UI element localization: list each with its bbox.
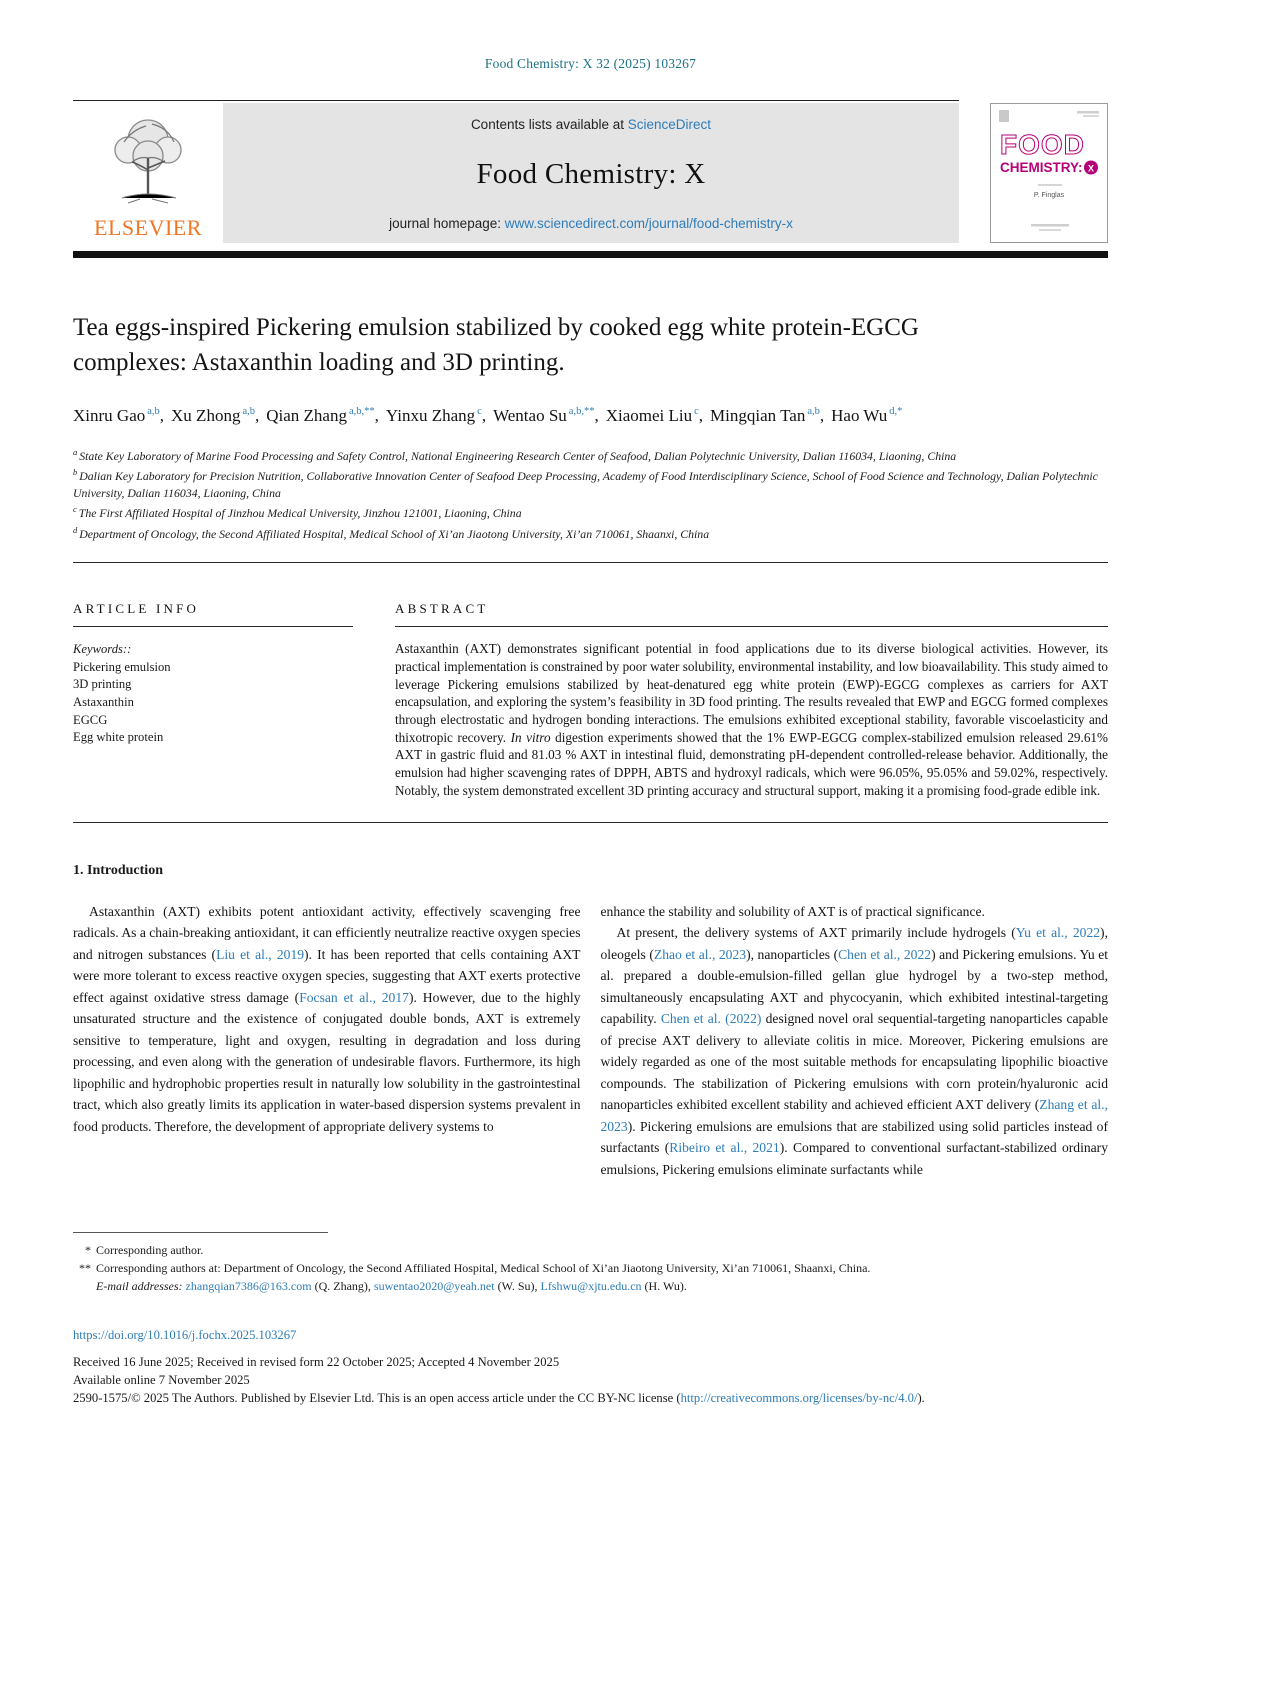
citation-link[interactable]: Zhao et al., 2023 — [653, 946, 747, 962]
citation-link[interactable]: Zhang et al., 2023 — [600, 1097, 1108, 1134]
abstract-italic-phrase: In vitro — [510, 729, 551, 745]
email-link[interactable]: Lfshwu@xjtu.edu.cn — [540, 1279, 642, 1294]
email-addresses-line: E-mail addresses: zhangqian7386@163.com (Q. Zhang), suwentao2020@yeah.net (W. Su), Lfshwu@xjtu.edu.cn (H. Wu). — [96, 1279, 687, 1294]
keywords-block — [73, 641, 353, 747]
email-link[interactable]: suwentao2020@yeah.net — [373, 1279, 495, 1294]
affiliation-item: $^a$ State Key Laboratory of Marine Food Processing and Safety Control, National Engineering Research Center of Seafood, Dalian Polytechnic University, Dalian 116034, Liaoning, China — [73, 447, 957, 463]
citation-link[interactable]: Chen et al. (2022) — [660, 1011, 762, 1027]
elsevier-wordmark: ELSEVIER — [94, 215, 202, 240]
footnote-corresponding-2: ** Corresponding authors at: Department of Oncology, the Second Affiliated Hospital, Medical School of Xi’an Jiaotong University, Xi’an 710061, Shaanxi, China. — [73, 1260, 1108, 1278]
copyright-line: 2590-1575/© 2025 The Authors. Published by Elsevier Ltd. This is an open access article under the CC BY-NC license (http://creativecommons.org/licenses/by-nc/4.0/). — [73, 1390, 925, 1405]
author-superscript[interactable]: c — [694, 406, 699, 418]
cover-title-food: FOOD — [1000, 129, 1085, 160]
contents-line: Contents lists available at ScienceDirect — [470, 117, 712, 132]
journal-cover-thumbnail — [990, 103, 1108, 243]
masthead — [73, 103, 1108, 243]
affiliation-list — [73, 444, 1108, 542]
received-dates: Received 16 June 2025; Received in revised form 22 October 2025; Accepted 4 November 2025 — [73, 1354, 560, 1369]
author: Xu Zhong $^{a,b}$, — [171, 406, 260, 425]
elsevier-logo-block — [73, 103, 223, 243]
body-column-left — [73, 901, 581, 1181]
available-online: Available online 7 November 2025 — [73, 1372, 250, 1387]
author-superscript[interactable]: a,b,** — [348, 406, 375, 418]
citation-link[interactable]: Ribeiro et al., 2021 — [669, 1140, 780, 1156]
footnote-marker: * — [85, 1243, 91, 1258]
body-column-right — [601, 901, 1109, 1181]
publication-info — [73, 1326, 1108, 1407]
article-info-column — [73, 563, 353, 799]
footnote-marker: ** — [79, 1260, 91, 1275]
abstract-text: Astaxanthin (AXT) demonstrates significant potential in food applications due to its diverse biological activities. However, its practical implementation is constrained by poor water solubility, environmental instability, and low bioavailability. This study aimed to leverage Pickering emulsions stabilized by heat-denatured egg white protein (EWP)-EGCG complexes as carriers for AXT encapsulation, and exploring the system’s feasibility in 3D food printing. The results revealed that EWP and EGCG formed complexes through electrostatic and hydrogen bonding interactions. The emulsions exhibited exceptional stability, favorable viscoelasticity and thixotropic recovery. In vitro digestion experiments showed that the 1% EWP-EGCG complex-stabilized emulsion released 29.61% AXT in gastric fluid and 81.03 % AXT in intestinal fluid, demonstrating pH-dependent controlled-release behavior. Additionally, the emulsion had higher scavenging rates of DPPH, ABTS and hydroxyl radicals, which were 96.05%, 95.05% and 59.02%, respectively. Notably, the system demonstrated excellent 3D printing accuracy and structural support, making it a promising food-grade edible ink. — [395, 641, 1108, 798]
journal-homepage-link[interactable]: www.sciencedirect.com/journal/food-chemistry-x — [504, 216, 793, 231]
author: Mingqian Tan $^{a,b}$, — [710, 406, 825, 425]
masthead-divider-bar — [73, 251, 1108, 258]
section-heading-introduction: 1. Introduction — [73, 862, 163, 878]
affiliation-item: $^d$ Department of Oncology, the Second Affiliated Hospital, Medical School of Xi’an Jiaotong University, Xi’an 710061, Shaanxi, China — [73, 524, 710, 541]
author-superscript[interactable]: a,b — [147, 406, 160, 418]
author: Hao Wu $^{d,*}$ — [831, 406, 903, 425]
author: Yinxu Zhang $^c$, — [385, 406, 487, 425]
intro-paragraph: Astaxanthin (AXT) exhibits potent antioxidant activity, effectively scavenging free radicals. As a chain-breaking antioxidant, it can efficiently neutralize reactive oxygen species and nitrogen substances (Liu et al., 2019). It has been reported that cells containing AXT were more tolerant to excess reactive oxygen species, suggesting that AXT exerts protective effect against oxidative stress damage (Focsan et al., 2017). However, due to the highly unsaturated structure and the existence of conjugated double bonds, AXT is extremely sensitive to temperature, light and oxygen, resulting in degradation and loss during processing, and even along with the generation of undesirable flavors. Furthermore, its high lipophilic and hydrophobic properties result in naturally low solubility in the gastrointestinal tract, which also greatly limits its application in water-based dispersion systems prevalent in food products. Therefore, the development of appropriate delivery systems to — [73, 903, 581, 1134]
article-info-heading: ARTICLE INFO — [73, 601, 200, 617]
affiliation-item: $^c$ The First Affiliated Hospital of Jinzhou Medical University, Jinzhou 121001, Liaoning, China — [73, 504, 522, 521]
masthead-top-rule — [73, 100, 959, 101]
footnote-corresponding: * Corresponding author. — [73, 1242, 1108, 1260]
keywords-label: Keywords:: — [73, 642, 132, 657]
article-title: Tea eggs-inspired Pickering emulsion stabilized by cooked egg white protein-EGCG complexes: Astaxanthin loading and 3D printing. — [73, 314, 919, 376]
cover-editor: P. Finglas — [1033, 192, 1065, 199]
intro-paragraph-continuation: enhance the stability and solubility of AXT is of practical significance. — [600, 903, 985, 919]
author: Wentao Su $^{a,b,**}$, — [493, 406, 599, 425]
footnotes — [73, 1232, 1108, 1296]
affiliation-item: $^b$ Dalian Key Laboratory for Precision Nutrition, Collaborative Innovation Center of Seafood Deep Processing, Academy of Food Interdisciplinary Science, School of Food Science and Technology, Dalian Polytechnic University, Dalian 116034, Liaoning, China — [73, 467, 1098, 500]
sciencedirect-link[interactable]: ScienceDirect — [627, 117, 712, 132]
author-list — [73, 406, 1108, 426]
email-label: E-mail addresses: — [96, 1279, 183, 1294]
abstract-column — [395, 563, 1108, 799]
cover-title-chemistry: CHEMISTRY: — [1000, 160, 1083, 175]
footnote-rule — [73, 1232, 328, 1233]
keyword-item: Pickering emulsion — [73, 659, 171, 674]
author: Qian Zhang $^{a,b,**}$, — [266, 406, 379, 425]
elsevier-tree-icon — [102, 112, 194, 215]
citation-link[interactable]: Chen et al., 2022 — [838, 946, 932, 962]
author: Xiaomei Liu $^c$, — [605, 406, 704, 425]
citation-link[interactable]: Focsan et al., 2017 — [299, 989, 409, 1005]
homepage-line: journal homepage: www.sciencedirect.com/journal/food-chemistry-x — [389, 216, 793, 231]
journal-banner — [223, 103, 959, 243]
journal-title: Food Chemistry: X — [476, 157, 706, 190]
author-superscript[interactable]: a,b — [242, 406, 255, 418]
author-superscript[interactable]: d,* — [889, 406, 903, 418]
abstract-heading: ABSTRACT — [395, 601, 489, 617]
citation-link[interactable]: Liu et al., 2019 — [216, 946, 305, 962]
author-superscript[interactable]: a,b,** — [568, 406, 595, 418]
doi-link[interactable]: https://doi.org/10.1016/j.fochx.2025.103267 — [73, 1327, 297, 1342]
email-link[interactable]: zhangqian7386@163.com — [185, 1279, 312, 1294]
keyword-item: Astaxanthin — [73, 694, 134, 709]
svg-text:X: X — [1087, 163, 1095, 174]
body-columns — [73, 901, 1108, 1181]
author-superscript[interactable]: a,b — [807, 406, 820, 418]
author-superscript[interactable]: c — [477, 406, 482, 418]
intro-paragraph: At present, the delivery systems of AXT primarily include hydrogels (Yu et al., 2022), oleogels (Zhao et al., 2023), nanoparticles (Chen et al., 2022) and Pickering emulsions. Yu et al. prepared a double-emulsion-filled gellan glue hydrogel by a two-step method, simultaneously encapsulating AXT and phycocyanin, which exhibited intestinal-targeting capability. Chen et al. (2022) designed novel oral sequential-targeting nanoparticles capable of precise AXT delivery to alleviate colitis in mice. Moreover, Pickering emulsions are widely regarded as one of the most suitable methods for encapsulating lipophilic bioactive compounds. The stabilization of Pickering emulsions with corn protein/hyaluronic acid nanoparticles exhibited excellent stability and achieved efficient AXT delivery (Zhang et al., 2023). Pickering emulsions are emulsions that are stabilized using solid particles instead of surfactants (Ribeiro et al., 2021). Compared to conventional surfactant-stabilized ordinary emulsions, Pickering emulsions eliminate surfactants while — [600, 925, 1109, 1177]
info-block-bottom-rule — [73, 822, 1108, 823]
cover-publisher-mark — [999, 110, 1009, 122]
info-abstract-block — [73, 563, 1108, 799]
keyword-item: 3D printing — [73, 677, 132, 692]
citation-link[interactable]: Yu et al., 2022 — [1015, 925, 1101, 941]
license-link[interactable]: http://creativecommons.org/licenses/by-nc/4.0/ — [680, 1390, 918, 1405]
keyword-item: Egg white protein — [73, 730, 164, 745]
author: Xinru Gao $^{a,b}$, — [73, 406, 165, 425]
journal-citation: Food Chemistry: X 32 (2025) 103267 — [484, 56, 697, 71]
keyword-item: EGCG — [73, 712, 108, 727]
